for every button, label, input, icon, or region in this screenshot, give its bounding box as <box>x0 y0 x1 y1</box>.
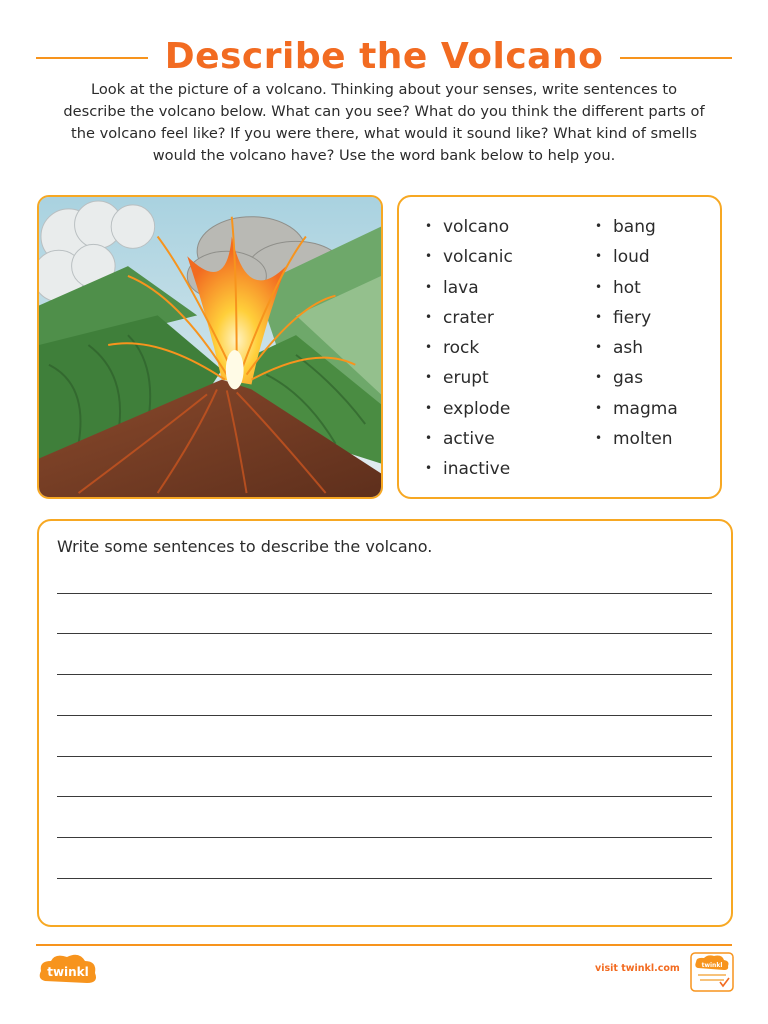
writing-area <box>37 519 733 927</box>
bullet-icon: • <box>425 431 433 446</box>
list-item <box>595 332 678 362</box>
instructions: Look at the picture of a volcano. Thinking about your senses, write sentences to describe the volcano below. What can you see? What do you think the different parts of the volcano feel like? If you were there, what would it sound like? What kind of smells would the volcano have? Use the word bank below to help you. <box>63 81 705 164</box>
word: bang <box>613 217 656 237</box>
word: crater <box>443 307 494 328</box>
bullet-icon: • <box>595 340 603 355</box>
writing-line[interactable] <box>57 878 712 879</box>
bullet-icon: • <box>595 431 603 446</box>
writing-line[interactable] <box>57 796 712 797</box>
list-item <box>425 393 513 423</box>
bullet-icon: • <box>425 370 433 385</box>
list-item <box>595 302 678 332</box>
title-rule-right <box>620 57 732 59</box>
bullet-icon: • <box>425 340 433 355</box>
word: lava <box>443 277 479 298</box>
writing-line[interactable] <box>57 756 712 757</box>
list-item <box>595 211 678 241</box>
bullet-icon: • <box>595 279 603 294</box>
word: erupt <box>443 368 489 389</box>
list-item <box>425 362 513 392</box>
volcano-illustration-icon <box>39 197 381 497</box>
list-item <box>595 362 678 392</box>
list-item <box>595 241 678 271</box>
list-item <box>425 211 513 241</box>
word: volcanic <box>443 247 513 268</box>
bullet-icon: • <box>425 400 433 415</box>
bullet-icon: • <box>425 219 433 233</box>
bullet-icon: • <box>425 309 433 324</box>
list-item <box>595 272 678 302</box>
quality-badge-icon <box>690 952 734 992</box>
writing-line[interactable] <box>57 593 712 594</box>
list-item <box>425 332 513 362</box>
list-item <box>425 453 513 483</box>
bullet-icon: • <box>595 249 603 264</box>
list-item <box>425 302 513 332</box>
word-bank-column-1 <box>425 211 513 484</box>
twinkl-logo-icon[interactable] <box>37 951 99 989</box>
word: active <box>443 429 495 450</box>
word: gas <box>613 368 644 389</box>
volcano-picture <box>37 195 383 499</box>
word-bank-column-2 <box>595 211 678 453</box>
word: volcano <box>443 217 510 237</box>
title-row <box>0 36 768 84</box>
word: rock <box>443 338 480 359</box>
word-bank <box>397 195 722 499</box>
word: magma <box>613 398 678 419</box>
bullet-icon: • <box>595 370 603 385</box>
bullet-icon: • <box>595 219 603 233</box>
word: ash <box>613 338 644 359</box>
writing-prompt: Write some sentences to describe the volcano. <box>57 537 433 556</box>
page-title: Describe the Volcano <box>164 36 604 77</box>
bullet-icon: • <box>595 309 603 324</box>
word: explode <box>443 398 511 419</box>
footer-rule <box>36 944 732 946</box>
bullet-icon: • <box>425 279 433 294</box>
bullet-icon: • <box>425 249 433 264</box>
writing-line[interactable] <box>57 837 712 838</box>
writing-line[interactable] <box>57 715 712 716</box>
bullet-icon: • <box>595 400 603 415</box>
word: hot <box>613 277 641 298</box>
list-item <box>595 393 678 423</box>
list-item <box>425 241 513 271</box>
list-item <box>595 423 678 453</box>
visit-link[interactable]: visit twinkl.com <box>595 963 680 974</box>
svg-text:twinkl: twinkl <box>47 965 89 979</box>
svg-text:twinkl: twinkl <box>701 962 723 969</box>
word: molten <box>613 429 673 450</box>
writing-line[interactable] <box>57 633 712 634</box>
word: inactive <box>443 459 511 480</box>
word: loud <box>613 247 650 268</box>
bullet-icon: • <box>425 461 433 476</box>
word: fiery <box>613 307 652 328</box>
writing-line[interactable] <box>57 674 712 675</box>
list-item <box>425 272 513 302</box>
list-item <box>425 423 513 453</box>
